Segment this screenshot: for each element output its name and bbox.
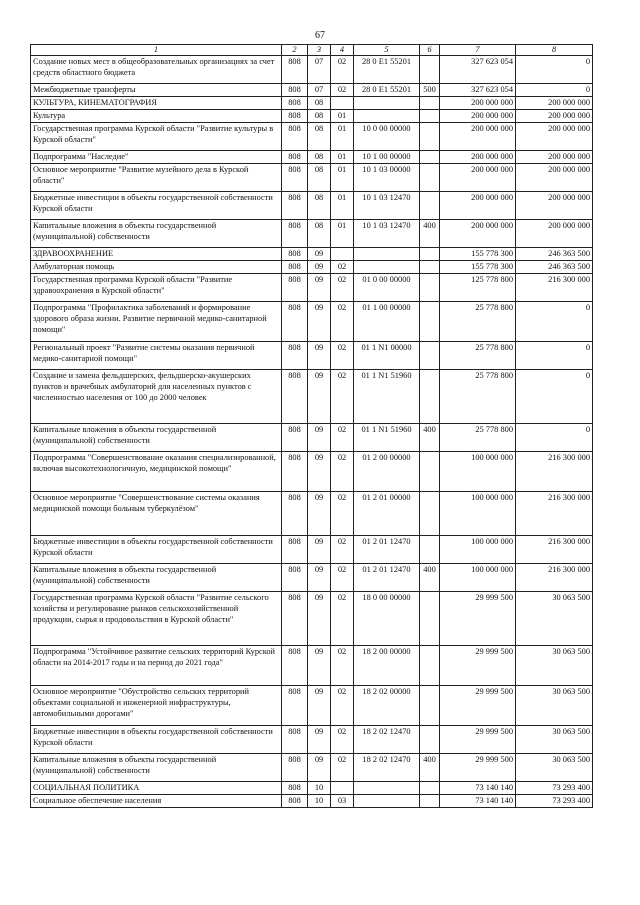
section-code-cell: 08 (308, 110, 331, 123)
amount-year2-cell: 246 363 500 (516, 248, 593, 261)
amount-year1-cell: 29 999 500 (440, 726, 516, 754)
target-article-cell: 10 1 03 12470 (354, 220, 420, 248)
expense-type-cell (420, 261, 440, 274)
section-code-cell: 09 (308, 536, 331, 564)
expense-type-cell (420, 302, 440, 342)
row-name-cell: Культура (31, 110, 282, 123)
column-header: 5 (354, 45, 420, 56)
ministry-code-cell: 808 (282, 110, 308, 123)
ministry-code-cell: 808 (282, 492, 308, 536)
row-name-cell: Межбюджетные трансферты (31, 84, 282, 97)
column-header: 4 (331, 45, 354, 56)
expense-type-cell (420, 726, 440, 754)
row-name-cell: Подпрограмма "Наследие" (31, 151, 282, 164)
expense-type-cell (420, 97, 440, 110)
expense-type-cell (420, 248, 440, 261)
table-row (31, 192, 593, 220)
amount-year2-cell: 216 300 000 (516, 274, 593, 302)
subsection-code-cell: 02 (331, 646, 354, 686)
ministry-code-cell: 808 (282, 151, 308, 164)
row-name-cell: Создание и замена фельдшерских, фельдшерско-акушерских пунктов и врачебных амбулаторий для населенных пунктов с численностью населения от 100 до 2000 человек (31, 370, 282, 424)
table-row (31, 564, 593, 592)
amount-year2-cell: 30 063 500 (516, 592, 593, 646)
target-article-cell: 01 2 01 12470 (354, 536, 420, 564)
amount-year1-cell: 25 778 800 (440, 424, 516, 452)
section-code-cell: 09 (308, 646, 331, 686)
target-article-cell: 10 0 00 00000 (354, 123, 420, 151)
row-name-cell: КУЛЬТУРА, КИНЕМАТОГРАФИЯ (31, 97, 282, 110)
ministry-code-cell: 808 (282, 220, 308, 248)
expense-type-cell (420, 592, 440, 646)
section-code-cell: 09 (308, 686, 331, 726)
amount-year1-cell: 200 000 000 (440, 192, 516, 220)
target-article-cell: 01 1 00 00000 (354, 302, 420, 342)
row-name-cell: Капитальные вложения в объекты государственной (муниципальной) собственности (31, 564, 282, 592)
target-article-cell: 18 0 00 00000 (354, 592, 420, 646)
subsection-code-cell: 02 (331, 274, 354, 302)
table-row (31, 536, 593, 564)
row-name-cell: Основное мероприятие "Развитие музейного дела в Курской области" (31, 164, 282, 192)
section-code-cell: 09 (308, 302, 331, 342)
table-row (31, 370, 593, 424)
amount-year1-cell: 73 140 140 (440, 782, 516, 795)
row-name-cell: ЗДРАВООХРАНЕНИЕ (31, 248, 282, 261)
table-row (31, 424, 593, 452)
row-name-cell: Подпрограмма "Устойчивое развитие сельских территорий Курской области на 2014-2017 годы и на период до 2021 года" (31, 646, 282, 686)
amount-year1-cell: 155 778 300 (440, 248, 516, 261)
amount-year1-cell: 100 000 000 (440, 492, 516, 536)
table-row (31, 492, 593, 536)
subsection-code-cell: 02 (331, 56, 354, 84)
ministry-code-cell: 808 (282, 370, 308, 424)
ministry-code-cell: 808 (282, 646, 308, 686)
amount-year2-cell: 246 363 500 (516, 261, 593, 274)
amount-year2-cell: 216 300 000 (516, 536, 593, 564)
amount-year1-cell: 200 000 000 (440, 110, 516, 123)
amount-year2-cell: 200 000 000 (516, 123, 593, 151)
subsection-code-cell: 02 (331, 424, 354, 452)
amount-year1-cell: 25 778 800 (440, 370, 516, 424)
ministry-code-cell: 808 (282, 192, 308, 220)
expense-type-cell (420, 782, 440, 795)
amount-year2-cell: 200 000 000 (516, 164, 593, 192)
amount-year2-cell: 0 (516, 342, 593, 370)
subsection-code-cell: 02 (331, 726, 354, 754)
expense-type-cell (420, 646, 440, 686)
target-article-cell (354, 110, 420, 123)
table-row (31, 686, 593, 726)
subsection-code-cell (331, 782, 354, 795)
amount-year2-cell: 200 000 000 (516, 220, 593, 248)
ministry-code-cell: 808 (282, 536, 308, 564)
amount-year1-cell: 25 778 800 (440, 302, 516, 342)
subsection-code-cell: 01 (331, 192, 354, 220)
column-header: 7 (440, 45, 516, 56)
expense-type-cell (420, 56, 440, 84)
section-code-cell: 08 (308, 164, 331, 192)
subsection-code-cell (331, 248, 354, 261)
table-row (31, 782, 593, 795)
amount-year2-cell: 73 293 400 (516, 782, 593, 795)
section-code-cell: 10 (308, 782, 331, 795)
target-article-cell: 10 1 03 12470 (354, 192, 420, 220)
amount-year1-cell: 200 000 000 (440, 164, 516, 192)
amount-year1-cell: 25 778 800 (440, 342, 516, 370)
table-body (31, 56, 593, 808)
section-code-cell: 07 (308, 84, 331, 97)
expense-type-cell (420, 192, 440, 220)
target-article-cell: 28 0 E1 55201 (354, 84, 420, 97)
section-code-cell: 09 (308, 452, 331, 492)
subsection-code-cell: 02 (331, 370, 354, 424)
amount-year1-cell: 29 999 500 (440, 686, 516, 726)
row-name-cell: Основное мероприятие "Обустройство сельских территорий объектами социальной и инженерной инфраструктуры, автомобильными дорогами" (31, 686, 282, 726)
target-article-cell: 01 2 01 00000 (354, 492, 420, 536)
table-row (31, 97, 593, 110)
expense-type-cell (420, 686, 440, 726)
table-row (31, 646, 593, 686)
table-row (31, 261, 593, 274)
target-article-cell: 10 1 00 00000 (354, 151, 420, 164)
amount-year2-cell: 200 000 000 (516, 110, 593, 123)
ministry-code-cell: 808 (282, 274, 308, 302)
ministry-code-cell: 808 (282, 686, 308, 726)
expense-type-cell (420, 536, 440, 564)
section-code-cell: 09 (308, 492, 331, 536)
amount-year2-cell: 0 (516, 84, 593, 97)
section-code-cell: 09 (308, 564, 331, 592)
row-name-cell: Создание новых мест в общеобразовательных организациях за счет средств областного бюджета (31, 56, 282, 84)
budget-table (30, 44, 593, 808)
ministry-code-cell: 808 (282, 795, 308, 808)
table-row (31, 110, 593, 123)
expense-type-cell (420, 123, 440, 151)
row-name-cell: Государственная программа Курской области "Развитие сельского хозяйства и регулирование рынков сельскохозяйственной продукции, сырья и продовольствия в Курской области" (31, 592, 282, 646)
section-code-cell: 08 (308, 123, 331, 151)
subsection-code-cell: 01 (331, 110, 354, 123)
amount-year2-cell: 0 (516, 56, 593, 84)
row-name-cell: СОЦИАЛЬНАЯ ПОЛИТИКА (31, 782, 282, 795)
expense-type-cell (420, 452, 440, 492)
target-article-cell (354, 782, 420, 795)
row-name-cell: Основное мероприятие "Совершенствование системы оказания медицинской помощи больным туберкулёзом" (31, 492, 282, 536)
row-name-cell: Бюджетные инвестиции в объекты государственной собственности Курской области (31, 726, 282, 754)
section-code-cell: 09 (308, 726, 331, 754)
section-code-cell: 08 (308, 151, 331, 164)
row-name-cell: Капитальные вложения в объекты государственной (муниципальной) собственности (31, 220, 282, 248)
amount-year1-cell: 200 000 000 (440, 97, 516, 110)
subsection-code-cell: 02 (331, 261, 354, 274)
section-code-cell: 09 (308, 370, 331, 424)
amount-year1-cell: 100 000 000 (440, 452, 516, 492)
target-article-cell: 18 2 00 00000 (354, 646, 420, 686)
row-name-cell: Бюджетные инвестиции в объекты государственной собственности Курской области (31, 536, 282, 564)
table-row (31, 164, 593, 192)
amount-year2-cell: 216 300 000 (516, 564, 593, 592)
amount-year2-cell: 216 300 000 (516, 492, 593, 536)
amount-year2-cell: 216 300 000 (516, 452, 593, 492)
expense-type-cell: 400 (420, 424, 440, 452)
ministry-code-cell: 808 (282, 342, 308, 370)
ministry-code-cell: 808 (282, 592, 308, 646)
amount-year1-cell: 327 623 054 (440, 84, 516, 97)
expense-type-cell (420, 164, 440, 192)
subsection-code-cell: 01 (331, 151, 354, 164)
section-code-cell: 09 (308, 274, 331, 302)
table-row (31, 452, 593, 492)
table-row (31, 220, 593, 248)
table-row (31, 56, 593, 84)
amount-year2-cell: 30 063 500 (516, 726, 593, 754)
row-name-cell: Подпрограмма "Совершенствование оказания специализированной, включая высокотехнологичную, медицинской помощи" (31, 452, 282, 492)
table-row (31, 84, 593, 97)
target-article-cell: 01 0 00 00000 (354, 274, 420, 302)
expense-type-cell: 400 (420, 754, 440, 782)
expense-type-cell (420, 370, 440, 424)
target-article-cell (354, 261, 420, 274)
page-number: 67 (315, 30, 325, 41)
amount-year1-cell: 200 000 000 (440, 151, 516, 164)
section-code-cell: 09 (308, 342, 331, 370)
amount-year1-cell: 200 000 000 (440, 220, 516, 248)
section-code-cell: 10 (308, 795, 331, 808)
section-code-cell: 08 (308, 192, 331, 220)
expense-type-cell (420, 342, 440, 370)
target-article-cell (354, 795, 420, 808)
column-header: 2 (282, 45, 308, 56)
subsection-code-cell: 01 (331, 123, 354, 151)
target-article-cell: 01 1 N1 51960 (354, 424, 420, 452)
target-article-cell: 18 2 02 12470 (354, 726, 420, 754)
table-row (31, 754, 593, 782)
subsection-code-cell: 02 (331, 536, 354, 564)
amount-year1-cell: 327 623 054 (440, 56, 516, 84)
section-code-cell: 08 (308, 220, 331, 248)
amount-year2-cell: 0 (516, 370, 593, 424)
expense-type-cell: 500 (420, 84, 440, 97)
subsection-code-cell: 02 (331, 754, 354, 782)
expense-type-cell: 400 (420, 220, 440, 248)
ministry-code-cell: 808 (282, 726, 308, 754)
column-header: 1 (31, 45, 282, 56)
subsection-code-cell: 02 (331, 564, 354, 592)
column-header: 3 (308, 45, 331, 56)
ministry-code-cell: 808 (282, 564, 308, 592)
amount-year2-cell: 0 (516, 424, 593, 452)
amount-year2-cell: 200 000 000 (516, 151, 593, 164)
subsection-code-cell (331, 97, 354, 110)
target-article-cell: 01 1 N1 00000 (354, 342, 420, 370)
table-row (31, 342, 593, 370)
amount-year1-cell: 29 999 500 (440, 592, 516, 646)
table-row (31, 274, 593, 302)
amount-year1-cell: 155 778 300 (440, 261, 516, 274)
subsection-code-cell: 02 (331, 492, 354, 536)
target-article-cell: 18 2 02 00000 (354, 686, 420, 726)
table-row (31, 726, 593, 754)
target-article-cell: 01 2 01 12470 (354, 564, 420, 592)
section-code-cell: 09 (308, 754, 331, 782)
amount-year2-cell: 73 293 400 (516, 795, 593, 808)
ministry-code-cell: 808 (282, 56, 308, 84)
row-name-cell: Капитальные вложения в объекты государственной (муниципальной) собственности (31, 424, 282, 452)
target-article-cell: 18 2 02 12470 (354, 754, 420, 782)
row-name-cell: Государственная программа Курской области "Развитие культуры в Курской области" (31, 123, 282, 151)
table-row (31, 302, 593, 342)
row-name-cell: Бюджетные инвестиции в объекты государственной собственности Курской области (31, 192, 282, 220)
amount-year1-cell: 29 999 500 (440, 646, 516, 686)
target-article-cell (354, 248, 420, 261)
ministry-code-cell: 808 (282, 97, 308, 110)
amount-year2-cell: 0 (516, 302, 593, 342)
ministry-code-cell: 808 (282, 123, 308, 151)
table-row (31, 151, 593, 164)
section-code-cell: 08 (308, 97, 331, 110)
subsection-code-cell: 01 (331, 164, 354, 192)
amount-year1-cell: 100 000 000 (440, 536, 516, 564)
table-row (31, 592, 593, 646)
ministry-code-cell: 808 (282, 261, 308, 274)
ministry-code-cell: 808 (282, 84, 308, 97)
expense-type-cell (420, 795, 440, 808)
ministry-code-cell: 808 (282, 302, 308, 342)
target-article-cell: 10 1 03 00000 (354, 164, 420, 192)
row-name-cell: Капитальные вложения в объекты государственной (муниципальной) собственности (31, 754, 282, 782)
row-name-cell: Региональный проект "Развитие системы оказания первичной медико-санитарной помощи" (31, 342, 282, 370)
amount-year1-cell: 73 140 140 (440, 795, 516, 808)
amount-year1-cell: 29 999 500 (440, 754, 516, 782)
subsection-code-cell: 01 (331, 220, 354, 248)
subsection-code-cell: 02 (331, 84, 354, 97)
amount-year2-cell: 200 000 000 (516, 192, 593, 220)
section-code-cell: 09 (308, 261, 331, 274)
target-article-cell: 01 1 N1 51960 (354, 370, 420, 424)
table-row (31, 248, 593, 261)
row-name-cell: Социальное обеспечение населения (31, 795, 282, 808)
amount-year1-cell: 100 000 000 (440, 564, 516, 592)
expense-type-cell (420, 492, 440, 536)
target-article-cell: 28 0 E1 55201 (354, 56, 420, 84)
ministry-code-cell: 808 (282, 782, 308, 795)
amount-year1-cell: 200 000 000 (440, 123, 516, 151)
section-code-cell: 09 (308, 424, 331, 452)
column-header: 6 (420, 45, 440, 56)
subsection-code-cell: 02 (331, 686, 354, 726)
row-name-cell: Государственная программа Курской области "Развитие здравоохранения в Курской области" (31, 274, 282, 302)
ministry-code-cell: 808 (282, 164, 308, 192)
amount-year2-cell: 30 063 500 (516, 686, 593, 726)
subsection-code-cell: 02 (331, 592, 354, 646)
subsection-code-cell: 02 (331, 302, 354, 342)
ministry-code-cell: 808 (282, 248, 308, 261)
ministry-code-cell: 808 (282, 424, 308, 452)
target-article-cell: 01 2 00 00000 (354, 452, 420, 492)
table-row (31, 123, 593, 151)
table-header-row (31, 45, 593, 56)
section-code-cell: 09 (308, 248, 331, 261)
amount-year2-cell: 30 063 500 (516, 754, 593, 782)
expense-type-cell (420, 274, 440, 302)
amount-year1-cell: 125 778 800 (440, 274, 516, 302)
ministry-code-cell: 808 (282, 452, 308, 492)
expense-type-cell (420, 110, 440, 123)
subsection-code-cell: 03 (331, 795, 354, 808)
section-code-cell: 07 (308, 56, 331, 84)
table-row (31, 795, 593, 808)
row-name-cell: Подпрограмма "Профилактика заболеваний и формирование здорового образа жизни. Развитие первичной медико-санитарной помощи" (31, 302, 282, 342)
amount-year2-cell: 200 000 000 (516, 97, 593, 110)
expense-type-cell: 400 (420, 564, 440, 592)
column-header: 8 (516, 45, 593, 56)
subsection-code-cell: 02 (331, 342, 354, 370)
subsection-code-cell: 02 (331, 452, 354, 492)
amount-year2-cell: 30 063 500 (516, 646, 593, 686)
section-code-cell: 09 (308, 592, 331, 646)
ministry-code-cell: 808 (282, 754, 308, 782)
target-article-cell (354, 97, 420, 110)
row-name-cell: Амбулаторная помощь (31, 261, 282, 274)
expense-type-cell (420, 151, 440, 164)
